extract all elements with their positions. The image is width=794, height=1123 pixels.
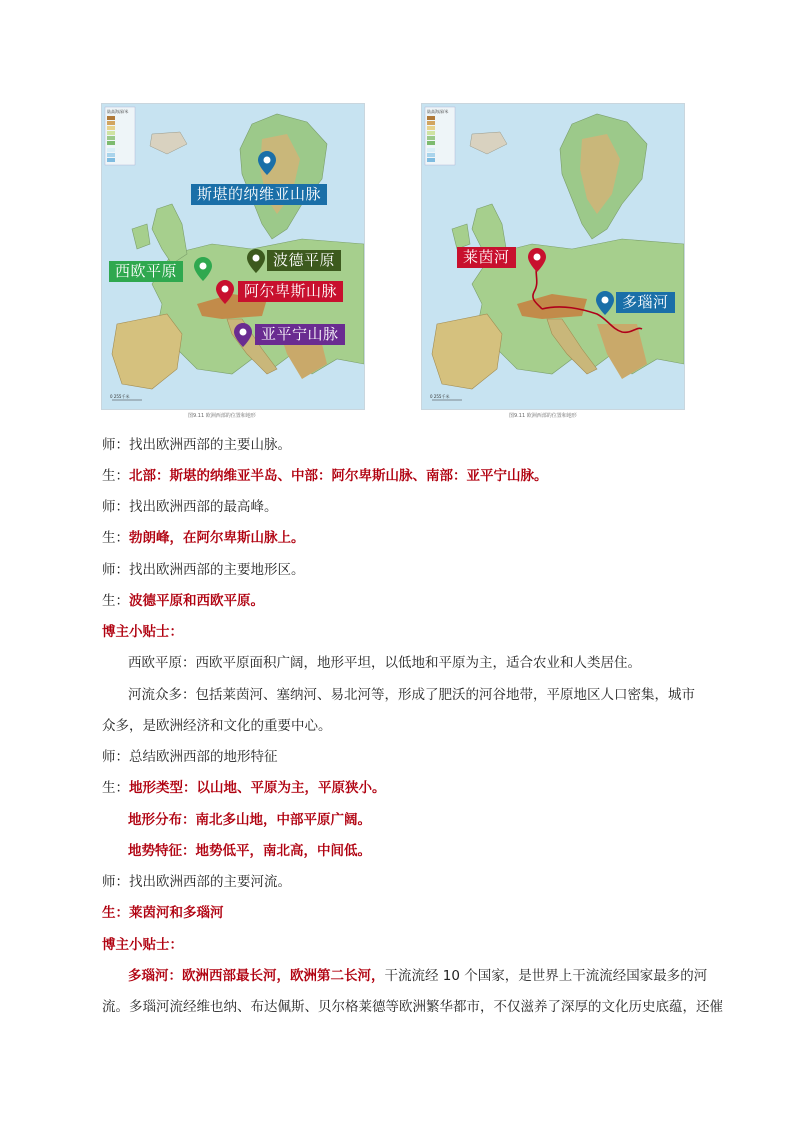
paragraph-line [128,967,707,985]
text-run: 西欧平原：西欧平原面积广阔，地形平坦，以低地和平原为主，适合农业和人类居住。 [128,655,641,671]
legend-title: 陆高海深/米 [427,109,449,114]
scale-bar: 0 255千米 [430,394,450,399]
text-run: 生： [102,593,129,609]
paragraph-line [102,873,291,891]
map-pin-icon [247,249,265,273]
text-run: 地形类型：以山地、平原为主，平原狭小。 [129,780,386,796]
label-alps: 阿尔卑斯山脉 [238,281,343,302]
text-run: 地形分布：南北多山地，中部平原广阔。 [128,812,371,828]
paragraph-line [102,529,305,547]
text-run: 博主小贴士： [102,624,183,640]
text-run: 河流众多：包括莱茵河、塞纳河、易北河等，形成了肥沃的河谷地带，平原地区人口密集，城市 [128,687,695,703]
map-pin-icon [216,280,234,304]
map-pin-icon [258,151,276,175]
text-run: 师：找出欧洲西部的主要河流。 [102,874,291,890]
label-apennines: 亚平宁山脉 [255,324,345,345]
label-rhine: 莱茵河 [457,247,516,268]
paragraph-line [102,779,386,797]
paragraph-line [128,654,641,672]
text-run: 生： [102,530,129,546]
legend-title: 陆高海深/米 [107,109,129,114]
text-run: 生： [102,468,129,484]
text-run: 博主小贴士： [102,937,183,953]
map-pin-icon [528,248,546,272]
tip-heading [102,936,183,954]
paragraph-line [102,717,332,735]
label-polish-german-plain: 波德平原 [267,250,341,271]
paragraph-line [128,686,695,704]
paragraph-line [102,467,548,485]
paragraph-line [102,998,723,1016]
paragraph-line [128,842,371,860]
paragraph-line [102,498,278,516]
text-run: 师：找出欧洲西部的主要山脉。 [102,437,291,453]
map-caption: 图9.11 欧洲西部的位置和地形 [509,413,577,419]
text-run: 莱茵河和多瑙河 [129,905,224,921]
text-run: 生： [102,905,129,921]
map-caption: 图9.11 欧洲西部的位置和地形 [188,413,256,419]
tip-heading [102,623,183,641]
text-run: 干流流经 10 个国家，是世界上干流流经国家最多的河 [384,968,708,984]
text-run: 勃朗峰，在阿尔卑斯山脉上。 [129,530,305,546]
text-run: 生： [102,780,129,796]
text-run: 多瑙河： [128,968,182,984]
paragraph-line [128,811,371,829]
text-run: 师：总结欧洲西部的地形特征 [102,749,278,765]
text-run: 波德平原和西欧平原。 [129,593,264,609]
label-danube: 多瑙河 [616,292,675,313]
paragraph-line [102,592,264,610]
text-run: 师：找出欧洲西部的最高峰。 [102,499,278,515]
text-run: 北部：斯堪的纳维亚半岛、中部：阿尔卑斯山脉、南部：亚平宁山脉。 [129,468,548,484]
label-scandinavian-mountains: 斯堪的纳维亚山脉 [191,184,327,205]
text-run: 师：找出欧洲西部的主要地形区。 [102,562,305,578]
map-pin-icon [234,323,252,347]
paragraph-line [102,904,224,922]
paragraph-line [102,436,291,454]
text-run: 流。多瑙河流经维也纳、布达佩斯、贝尔格莱德等欧洲繁华都市，不仅滋养了深厚的文化历史底蕴，还催 [102,999,723,1015]
scale-bar: 0 255千米 [110,394,130,399]
map-pin-icon [596,291,614,315]
label-west-european-plain: 西欧平原 [109,261,183,282]
paragraph-line [102,561,305,579]
text-run: 欧洲西部最长河，欧洲第二长河， [182,968,385,984]
text-run: 地势特征：地势低平，南北高，中间低。 [128,843,371,859]
paragraph-line [102,748,278,766]
text-run: 众多，是欧洲经济和文化的重要中心。 [102,718,332,734]
map-pin-icon [194,257,212,281]
